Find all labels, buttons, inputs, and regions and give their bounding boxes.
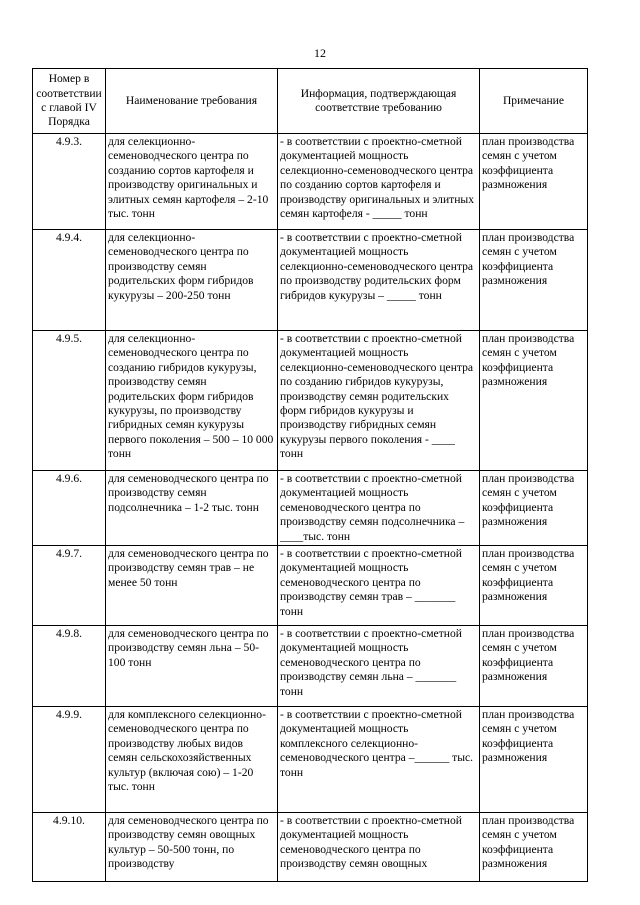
page-number: 12 [314,46,326,60]
table-row [33,546,588,626]
table-row [33,813,588,882]
table-row [33,471,588,546]
table-row [33,331,588,471]
row-info: - в соответствии с проектно-сметной документацией мощность комплексного селекционно-семеноводческого центра –______ тыс. тонн [278,707,480,813]
header-number: Номер в соответствии с главой IV Порядка [33,69,106,134]
row-requirement: для селекционно-семеноводческого центра по созданию сортов картофеля и производству оригинальных и элитных семян картофеля – 2-10 тыс. тонн [106,134,278,230]
row-info: - в соответствии с проектно-сметной документацией мощность селекционно-семеноводческого центра по производству родительских форм гибридов кукурузы – _____ тонн [278,230,480,331]
header-info: Информация, подтверждающая соответствие требованию [278,69,480,134]
requirements-table [32,68,588,882]
row-requirement: для семеноводческого центра по производству семян подсолнечника – 1-2 тыс. тонн [106,471,278,546]
row-note: план производства семян с учетом коэффициента размножения [480,546,588,626]
row-info: - в соответствии с проектно-сметной документацией мощность семеноводческого центра по производству семян льна – _______ тонн [278,626,480,707]
row-note: план производства семян с учетом коэффициента размножения [480,471,588,546]
row-number: 4.9.3. [33,134,106,230]
row-number: 4.9.7. [33,546,106,626]
row-note: план производства семян с учетом коэффициента размножения [480,331,588,471]
row-requirement: для семеноводческого центра по производству семян трав – не менее 50 тонн [106,546,278,626]
row-number: 4.9.4. [33,230,106,331]
row-note: план производства семян с учетом коэффициента размножения [480,230,588,331]
row-info: - в соответствии с проектно-сметной документацией мощность семеноводческого центра по производству семян подсолнечника –____тыс. тонн [278,471,480,546]
row-note: план производства семян с учетом коэффициента размножения [480,813,588,882]
row-info: - в соответствии с проектно-сметной документацией мощность семеноводческого центра по производству семян овощных [278,813,480,882]
row-note: план производства семян с учетом коэффициента размножения [480,626,588,707]
row-note: план производства семян с учетом коэффициента размножения [480,707,588,813]
row-requirement: для семеноводческого центра по производству семян льна – 50-100 тонн [106,626,278,707]
row-number: 4.9.5. [33,331,106,471]
row-number: 4.9.9. [33,707,106,813]
row-info: - в соответствии с проектно-сметной документацией мощность семеноводческого центра по производству семян трав – _______ тонн [278,546,480,626]
table-row [33,134,588,230]
table-header-row [33,69,588,134]
table-row [33,230,588,331]
row-requirement: для семеноводческого центра по производству семян овощных культур – 50-500 тонн, по производству [106,813,278,882]
row-note: план производства семян с учетом коэффициента размножения [480,134,588,230]
row-number: 4.9.6. [33,471,106,546]
row-requirement: для селекционно-семеноводческого центра по производству семян родительских форм гибридов кукурузы – 200-250 тонн [106,230,278,331]
header-note: Примечание [480,69,588,134]
row-requirement: для комплексного селекционно-семеноводческого центра по производству любых видов семян сельскохозяйственных культур (включая сою) – 1-20 тыс. тонн [106,707,278,813]
header-requirement: Наименование требования [106,69,278,134]
row-requirement: для селекционно-семеноводческого центра по созданию гибридов кукурузы, производству семян родительских форм гибридов кукурузы, по производству гибридных семян кукурузы первого поколения – 500 – 10 000 тонн [106,331,278,471]
table-row [33,707,588,813]
table-row [33,626,588,707]
row-number: 4.9.10. [33,813,106,882]
row-info: - в соответствии с проектно-сметной документацией мощность селекционно-семеноводческого центра по созданию сортов картофеля и производству оригинальных и элитных семян картофеля - _____ тонн [278,134,480,230]
row-number: 4.9.8. [33,626,106,707]
row-info: - в соответствии с проектно-сметной документацией мощность селекционно-семеноводческого центра по созданию гибридов кукурузы, производству семян родительских форм гибридов кукурузы и производству гибридных семян кукурузы первого поколения - ____ тонн [278,331,480,471]
